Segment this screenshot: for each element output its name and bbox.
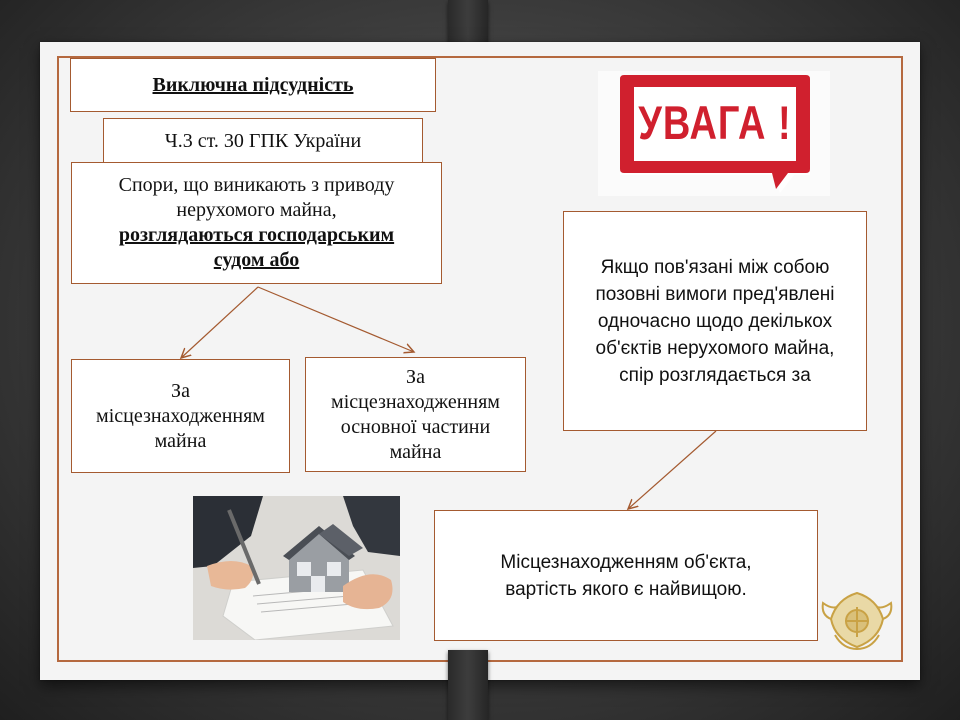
page-title: Виключна підсудність <box>152 73 354 96</box>
right-option-line-2: місцезнаходженням <box>331 390 500 413</box>
left-option-line-1: За <box>171 379 190 402</box>
result-box <box>434 510 818 641</box>
arrow-to-right-option <box>258 287 414 352</box>
main-line-4: судом або <box>213 249 300 271</box>
main-line-3: розглядаються господарським <box>118 224 395 246</box>
left-option-line-2: місцезнаходженням <box>96 404 265 427</box>
left-option-line-3: майна <box>154 429 207 452</box>
right-option-box <box>305 357 526 472</box>
house-contract-photo <box>193 496 400 640</box>
right-option-line-4: майна <box>389 440 442 463</box>
main-rule-box <box>71 162 442 284</box>
condition-line-5: спір розглядається за <box>619 364 811 386</box>
right-option-line-3: основної частини <box>340 415 491 438</box>
main-line-1: Спори, що виникають з приводу <box>118 174 395 196</box>
main-line-2: нерухомого майна, <box>176 199 337 221</box>
right-option-line-1: За <box>406 365 425 388</box>
title-box <box>70 58 436 112</box>
condition-line-3: одночасно щодо декількох <box>597 310 833 332</box>
emblem-icon <box>817 585 897 655</box>
condition-line-4: об'єктів нерухомого майна, <box>595 337 835 359</box>
arrow-to-result <box>628 431 716 509</box>
condition-line-1: Якщо пов'язані між собою <box>600 256 830 278</box>
page-subtitle: Ч.3 ст. 30 ГПК України <box>164 129 362 152</box>
subtitle-box <box>103 118 423 164</box>
condition-line-2: позовні вимоги пред'явлені <box>595 283 835 305</box>
left-option-box <box>71 359 290 473</box>
warning-text: УВАГА ! <box>638 97 792 150</box>
result-line-2: вартість якого є найвищою. <box>505 578 747 600</box>
result-line-1: Місцезнаходженням об'єкта, <box>500 551 752 573</box>
condition-box <box>563 211 867 431</box>
arrow-to-left-option <box>181 287 258 358</box>
warning-sign <box>598 71 830 196</box>
